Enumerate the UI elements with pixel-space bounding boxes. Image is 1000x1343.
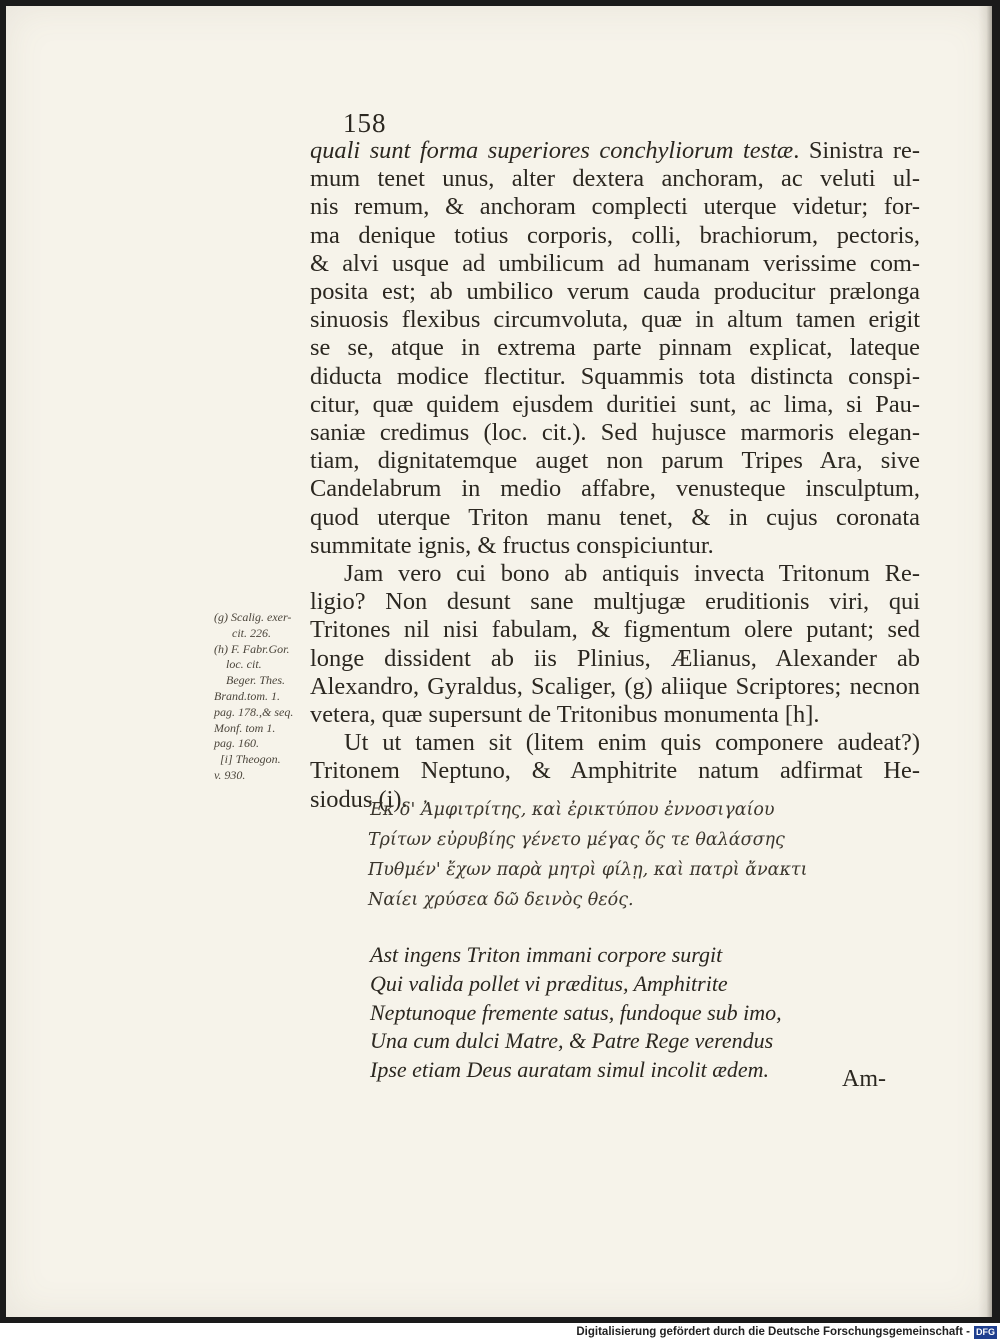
text-line: mum tenet unus, alter dextera anchoram, ac veluti ul- [310,165,920,193]
text-line: Tritonem Neptuno, & Amphitrite natum adfirmat He- [310,757,920,785]
greek-verse-line: Πυθμέν' ἔχων παρὰ μητρὶ φίλῃ, καὶ πατρὶ ἄνακτι [368,860,808,880]
latin-verse-line: Ast ingens Triton immani corpore surgit [370,942,723,967]
latin-verse-line: Una cum dulci Matre, & Patre Rege verendus [370,1028,774,1054]
marginal-note-line: Beger. Thes. [226,673,285,688]
text-line: vetera, quæ supersunt de Tritonibus monumenta [h]. [310,701,820,729]
text-line: ligio? Non desunt sane multjugæ eruditionis viri, qui [310,588,920,616]
text-line: citur, quæ quidem ejusdem duritiei sunt, ac lima, si Pau- [310,390,920,418]
marginal-note-line: loc. cit. [226,657,262,672]
latin-verse-block [370,941,850,1085]
text-line: sinuosis flexibus circumvoluta, quæ in altum tamen erigit [310,306,920,334]
text-line: nis remum, & anchoram complecti uterque videtur; for- [310,193,920,221]
text-line: summitate ignis, & fructus conspiciuntur. [310,531,714,559]
catchword: Am- [842,1066,886,1092]
text-line: Tritones nil nisi fabulam, & figmentum olere putant; sed [310,616,920,644]
marginal-notes [214,610,318,784]
marginal-note-line: Brand.tom. 1. [214,688,280,703]
latin-verse-line: Neptunoque fremente satus, fundoque sub imo, [370,999,782,1025]
marginal-note-line: (g) Scalig. exer- [214,610,292,624]
marginal-note-line: v. 930. [214,767,246,782]
text-line: saniæ credimus (loc. cit.). Sed hujusce marmoris elegan- [310,419,920,447]
page-gutter-shadow [978,6,992,1317]
text-line: Candelabrum in medio affabre, venusteque insculptum, [310,475,920,503]
text-line-1-roman: . Sinistra re- [793,137,920,164]
latin-verse-line: Qui valida pollet vi præditus, Amphitrite [370,970,728,996]
text-line-1-italic: quali sunt forma superiores conchyliorum testæ [310,137,794,164]
text-line: longe dissident ab iis Plinius, Ælianus, Alexander ab [310,644,920,672]
text-line: quod uterque Triton manu tenet, & in cujus coronata [310,503,920,531]
marginal-note-line: Monf. tom 1. [214,720,276,735]
marginal-note-line: cit. 226. [232,625,271,640]
marginal-note-line: pag. 178.,& seq. [214,704,294,719]
dfg-logo: DFG [976,1327,995,1337]
latin-verse-line: Ipse etiam Deus auratam simul incolit ædem. [370,1057,770,1083]
text-line: se se, atque in extrema parte pinnam explicat, lateque [310,334,920,362]
marginal-note-line: (h) F. Fabr.Gor. [214,641,290,656]
page-number: 158 [343,108,387,138]
text-line: Ut ut tamen sit (litem enim quis componere audeat?) [344,729,920,757]
text-line: & alvi usque ad umbilicum ad humanam verissime com- [310,249,920,277]
footer-bar [0,1323,1000,1343]
text-line: siodus (i). [310,785,408,813]
marginal-note-line: pag. 160. [214,736,259,751]
text-line-1 [310,137,920,165]
greek-verse-line: Ἐκ δ' Ἀμφιτρίτης, καὶ ἐρικτύπου ἐννοσιγαίου [368,800,775,820]
greek-verse-line: Ναίει χρύσεα δῶ δεινὸς θεός. [368,890,634,910]
marginal-note-line: [i] Theogon. [220,752,281,767]
main-text-block [310,137,920,814]
greek-verse-line: Τρίτων εὐρυβίης γένετο μέγας ὅς τε θαλάσσης [368,830,785,850]
funding-notice: Digitalisierung gefördert durch die Deutsche Forschungsgemeinschaft - [576,1326,970,1338]
text-line: tiam, dignitatemque auget non parum Tripes Ara, sive [310,447,920,475]
text-line: ma denique totius corporis, colli, brachiorum, pectoris, [310,221,920,249]
text-line: diducta modice flectitur. Squammis tota distincta conspi- [310,362,920,390]
text-line: Jam vero cui bono ab antiquis invecta Tritonum Re- [344,560,920,588]
text-line: posita est; ab umbilico verum cauda producitur prælonga [310,278,920,306]
greek-verse-block [368,795,868,915]
text-line: Alexandro, Gyraldus, Scaliger, (g) aliique Scriptores; necnon [310,672,920,700]
